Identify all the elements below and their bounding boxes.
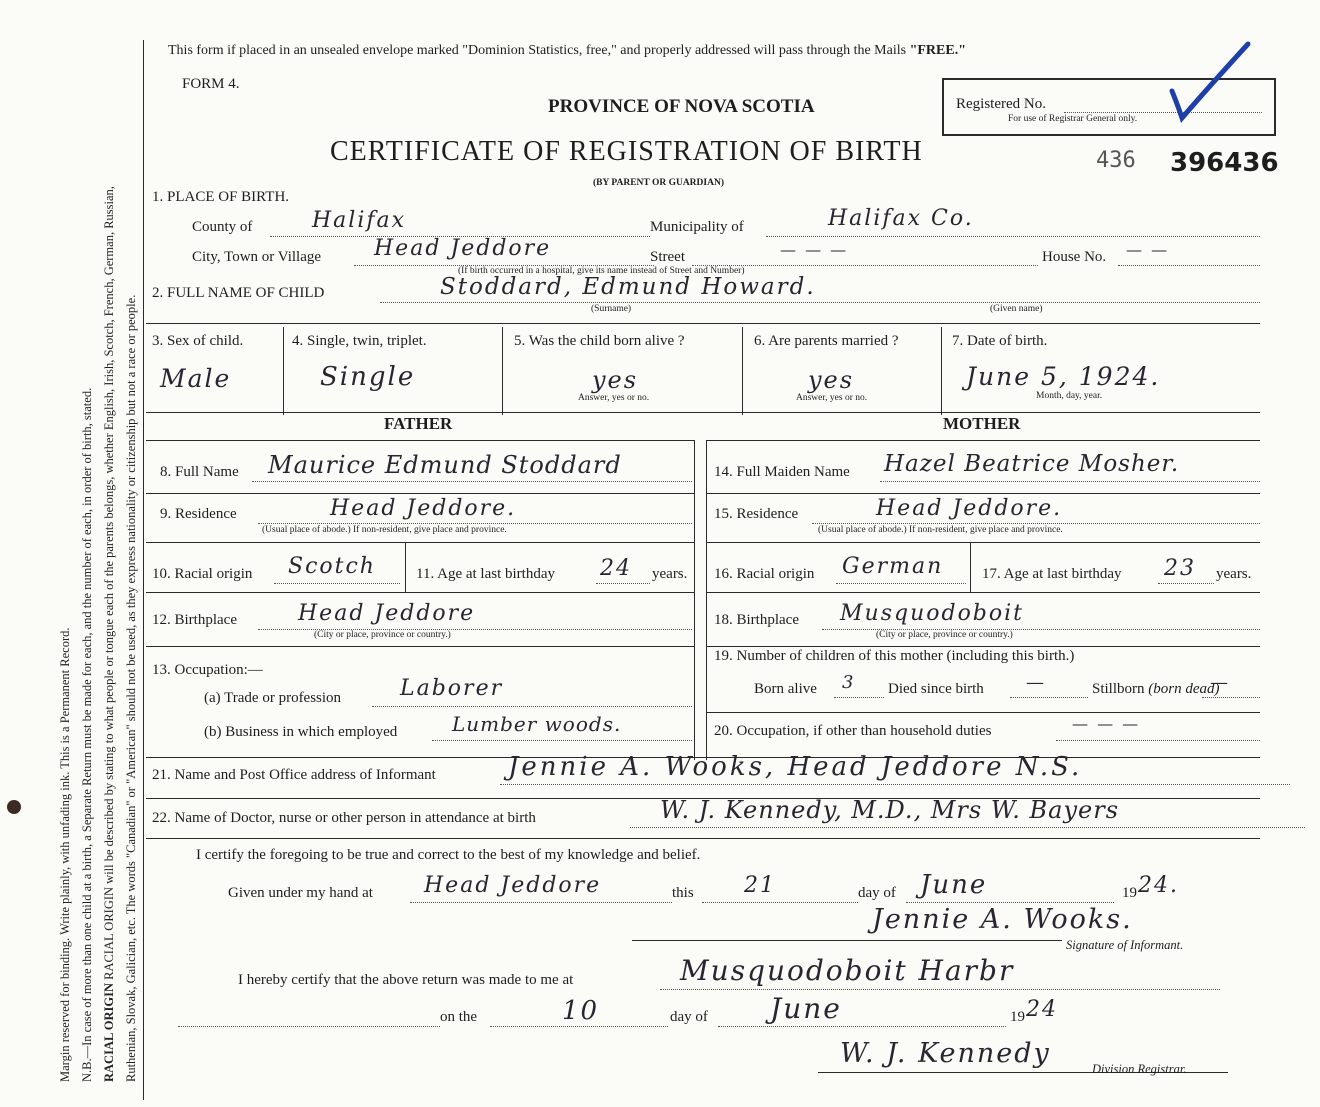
margin-rule	[143, 40, 144, 1100]
checkmark-icon	[1160, 36, 1260, 126]
parents-married-label: 6. Are parents married ?	[754, 333, 899, 349]
rule-mother-sub	[706, 440, 1260, 441]
registrar-year-value: 24	[1026, 997, 1058, 1022]
rule-mother-race-age	[970, 542, 971, 592]
mother-birthplace-value: Musquodoboit	[840, 601, 1025, 626]
rule-mother-3	[706, 592, 1260, 593]
registrar-statement: I hereby certify that the above return was made to me at	[238, 972, 574, 988]
county-value: Halifax	[312, 208, 407, 233]
mother-age-line	[1158, 583, 1214, 584]
father-age-line	[596, 583, 650, 584]
father-name-value: Maurice Edmund Stoddard	[268, 451, 622, 479]
trade-line	[372, 706, 692, 707]
informant-signature: Jennie A. Wooks.	[872, 904, 1133, 935]
given-under-label: Given under my hand at	[228, 885, 373, 901]
signature-rule	[632, 940, 1062, 941]
father-age-value: 24	[600, 556, 632, 581]
street-value: — — —	[780, 240, 849, 259]
mother-age-label: 17. Age at last birthday	[982, 566, 1122, 582]
registrar-year-prefix: 19	[1010, 1009, 1025, 1025]
father-name-label: 8. Full Name	[160, 464, 239, 480]
mother-birthplace-caption: (City or place, province or country.)	[876, 630, 1013, 640]
mother-race-value: German	[842, 554, 944, 579]
plurality-value: Single	[320, 362, 416, 392]
given-day-of-label: day of	[858, 885, 896, 901]
given-day-line	[702, 902, 858, 903]
trade-value: Laborer	[400, 676, 504, 701]
house-number-label: House No.	[1042, 249, 1107, 265]
born-alive-count-line	[834, 697, 884, 698]
registrar-day-value: 10	[562, 996, 600, 1026]
mother-residence-value: Head Jeddore.	[876, 496, 1063, 521]
rule-parents-top	[146, 412, 1260, 413]
registrar-caption: Division Registrar.	[1092, 1062, 1187, 1076]
father-age-unit: years.	[652, 566, 688, 582]
city-label: City, Town or Village	[192, 249, 322, 265]
born-alive-count-value: 3	[842, 672, 856, 693]
father-residence-caption: (Usual place of abode.) If non-resident, give place and province.	[262, 525, 507, 535]
rule-father-1	[146, 493, 694, 494]
father-heading: FATHER	[384, 414, 453, 433]
sex-label: 3. Sex of child.	[152, 333, 244, 349]
father-race-label: 10. Racial origin	[152, 566, 253, 582]
father-name-line	[252, 481, 692, 482]
father-residence-label: 9. Residence	[160, 506, 237, 522]
certificate-subtitle: (BY PARENT OR GUARDIAN)	[593, 178, 724, 188]
informant-line	[500, 784, 1290, 785]
parents-married-caption: Answer, yes or no.	[796, 393, 868, 403]
certify-statement: I certify the foregoing to be true and correct to the best of my knowledge and belief.	[196, 847, 701, 863]
informant-value: Jennie A. Wooks, Head Jeddore N.S.	[508, 752, 1083, 782]
died-since-birth-value: —	[1026, 672, 1046, 693]
given-place-line	[410, 902, 672, 903]
mother-name-value: Hazel Beatrice Mosher.	[884, 451, 1180, 477]
rule-child-2	[502, 327, 503, 415]
father-birthplace-caption: (City or place, province or country.)	[314, 630, 451, 640]
mother-heading: MOTHER	[943, 414, 1021, 433]
province-heading: PROVINCE OF NOVA SCOTIA	[548, 96, 815, 117]
city-value: Head Jeddore	[374, 236, 552, 261]
mother-occupation-line	[1056, 740, 1260, 741]
mother-residence-line	[812, 523, 1260, 524]
mother-occupation-label: 20. Occupation, if other than household duties	[714, 723, 992, 739]
attendant-line	[630, 827, 1305, 828]
died-since-birth-label: Died since birth	[888, 681, 984, 697]
stamp-small-number: 436	[1096, 148, 1136, 173]
business-line	[432, 740, 692, 741]
business-value: Lumber woods.	[452, 712, 622, 736]
county-label: County of	[192, 219, 253, 235]
rule-mother-4	[706, 646, 1260, 647]
rule-child-3	[742, 327, 743, 415]
occupation-label: 13. Occupation:—	[152, 662, 263, 678]
given-month-value: June	[920, 870, 988, 900]
rule-father-2	[146, 542, 694, 543]
mother-occupation-value: — — —	[1072, 714, 1141, 733]
children-count-label: 19. Number of children of this mother (including this birth.)	[714, 648, 1075, 664]
given-name-caption: (Given name)	[990, 304, 1043, 314]
child-name-label: 2. FULL NAME OF CHILD	[152, 285, 325, 301]
mother-age-value: 23	[1164, 556, 1196, 581]
municipality-line	[766, 236, 1260, 237]
rule-father-right	[694, 440, 695, 760]
registrar-month-value: June	[770, 992, 842, 1025]
mother-birthplace-label: 18. Birthplace	[714, 612, 799, 628]
date-of-birth-caption: Month, day, year.	[1036, 391, 1103, 401]
municipality-label: Municipality of	[650, 219, 744, 235]
attendant-label: 22. Name of Doctor, nurse or other person in attendance at birth	[152, 810, 536, 826]
mother-residence-caption: (Usual place of abode.) If non-resident, give place and province.	[818, 525, 1063, 535]
father-birthplace-label: 12. Birthplace	[152, 612, 237, 628]
rule-father-4	[146, 646, 694, 647]
rule-child-1	[283, 327, 284, 415]
rule-father-3	[146, 592, 694, 593]
parents-married-value: yes	[808, 366, 855, 394]
municipality-value: Halifax Co.	[828, 206, 974, 231]
attendant-value: W. J. Kennedy, M.D., Mrs W. Bayers	[660, 796, 1120, 824]
place-of-birth-heading: 1. PLACE OF BIRTH.	[152, 189, 290, 205]
registrar-lead-line	[178, 1026, 440, 1027]
father-race-line	[274, 583, 400, 584]
rule-attendant-bottom	[146, 838, 1260, 839]
given-this-label: this	[672, 885, 694, 901]
rule-father-sub	[146, 440, 694, 441]
father-race-value: Scotch	[288, 554, 376, 579]
registrar-on-label: on the	[440, 1009, 478, 1025]
registrar-month-line	[718, 1026, 1006, 1027]
binding-hole	[7, 800, 21, 814]
hospital-note: (If birth occurred in a hospital, give its name instead of Street and Number)	[458, 266, 745, 276]
stamp-serial-number: 396436	[1170, 148, 1279, 178]
street-label: Street	[650, 249, 685, 265]
father-birthplace-value: Head Jeddore	[298, 601, 476, 626]
given-year-prefix: 19	[1122, 885, 1137, 901]
mother-name-label: 14. Full Maiden Name	[714, 464, 850, 480]
postal-notice: This form if placed in an unsealed envelope marked "Dominion Statistics, free," and properly addressed will pass through the Mails "FREE."	[168, 43, 966, 58]
margin-note-nationality: Ruthenian, Slovak, Galician, etc. The words "Canadian" or "American" should not be used, as they express nationality or citizenship but not a race or people.	[124, 294, 138, 1082]
father-age-label: 11. Age at last birthday	[416, 566, 555, 582]
rule-child-top	[146, 323, 1260, 324]
certificate-title: CERTIFICATE OF REGISTRATION OF BIRTH	[330, 136, 923, 167]
rule-father-race-age	[405, 542, 406, 592]
house-number-value: — —	[1126, 240, 1170, 259]
margin-note-multiple-births: N.B.—In case of more than one child at a birth, a Separate Return must be made for each, and the number of each, in order of birth, stated.	[80, 387, 94, 1082]
mother-race-label: 16. Racial origin	[714, 566, 815, 582]
rule-mother-1	[706, 493, 1260, 494]
registrar-note: For use of Registrar General only.	[1008, 114, 1138, 124]
child-name-line	[380, 302, 1260, 303]
stillborn-value: —	[1210, 672, 1230, 693]
date-of-birth-value: June 5, 1924.	[966, 362, 1161, 391]
given-year-value: 24.	[1138, 873, 1179, 898]
registrar-day-line	[490, 1026, 668, 1027]
stillborn-line	[1202, 697, 1260, 698]
registered-number-label: Registered No.	[956, 96, 1046, 112]
informant-signature-caption: Signature of Informant.	[1066, 938, 1184, 952]
stillborn-label: Stillborn (born dead)	[1092, 681, 1220, 697]
rule-child-4	[941, 327, 942, 415]
born-alive-count-label: Born alive	[754, 681, 817, 697]
business-label: (b) Business in which employed	[204, 724, 398, 740]
registrar-place-line	[660, 989, 1220, 990]
trade-label: (a) Trade or profession	[204, 690, 342, 706]
mother-age-unit: years.	[1216, 566, 1252, 582]
given-place-value: Head Jeddore	[424, 873, 602, 898]
registrar-signature: W. J. Kennedy	[840, 1038, 1051, 1069]
surname-caption: (Surname)	[591, 304, 632, 314]
mother-residence-label: 15. Residence	[714, 506, 799, 522]
rule-mother-2	[706, 542, 1260, 543]
born-alive-label: 5. Was the child born alive ?	[514, 333, 685, 349]
informant-label: 21. Name and Post Office address of Informant	[152, 767, 436, 783]
born-alive-value: yes	[592, 366, 639, 394]
given-day-value: 21	[744, 873, 776, 898]
born-alive-caption: Answer, yes or no.	[578, 393, 650, 403]
house-number-line	[1118, 265, 1260, 266]
plurality-label: 4. Single, twin, triplet.	[292, 333, 427, 349]
sex-value: Male	[160, 364, 232, 393]
margin-note-binding: Margin reserved for binding. Write plainly, with unfading ink. This is a Permanent Record.	[58, 627, 72, 1082]
registrar-day-of-label: day of	[670, 1009, 708, 1025]
registrar-place-value: Musquodoboit Harbr	[680, 954, 1015, 987]
margin-note-racial-origin: RACIAL ORIGIN RACIAL ORIGIN will be described by stating to what people or tongue each of the parents belongs, whether English, Irish, Scotch, French, German, Russian,	[102, 186, 116, 1082]
rule-mother-5	[706, 712, 1260, 713]
form-number: FORM 4.	[182, 76, 240, 92]
died-since-birth-line	[1010, 697, 1088, 698]
mother-race-line	[836, 583, 966, 584]
child-name-value: Stoddard, Edmund Howard.	[440, 274, 816, 300]
given-month-line	[906, 902, 1114, 903]
father-residence-line	[258, 523, 692, 524]
date-of-birth-label: 7. Date of birth.	[952, 333, 1048, 349]
mother-name-line	[880, 481, 1260, 482]
father-residence-value: Head Jeddore.	[330, 496, 517, 521]
